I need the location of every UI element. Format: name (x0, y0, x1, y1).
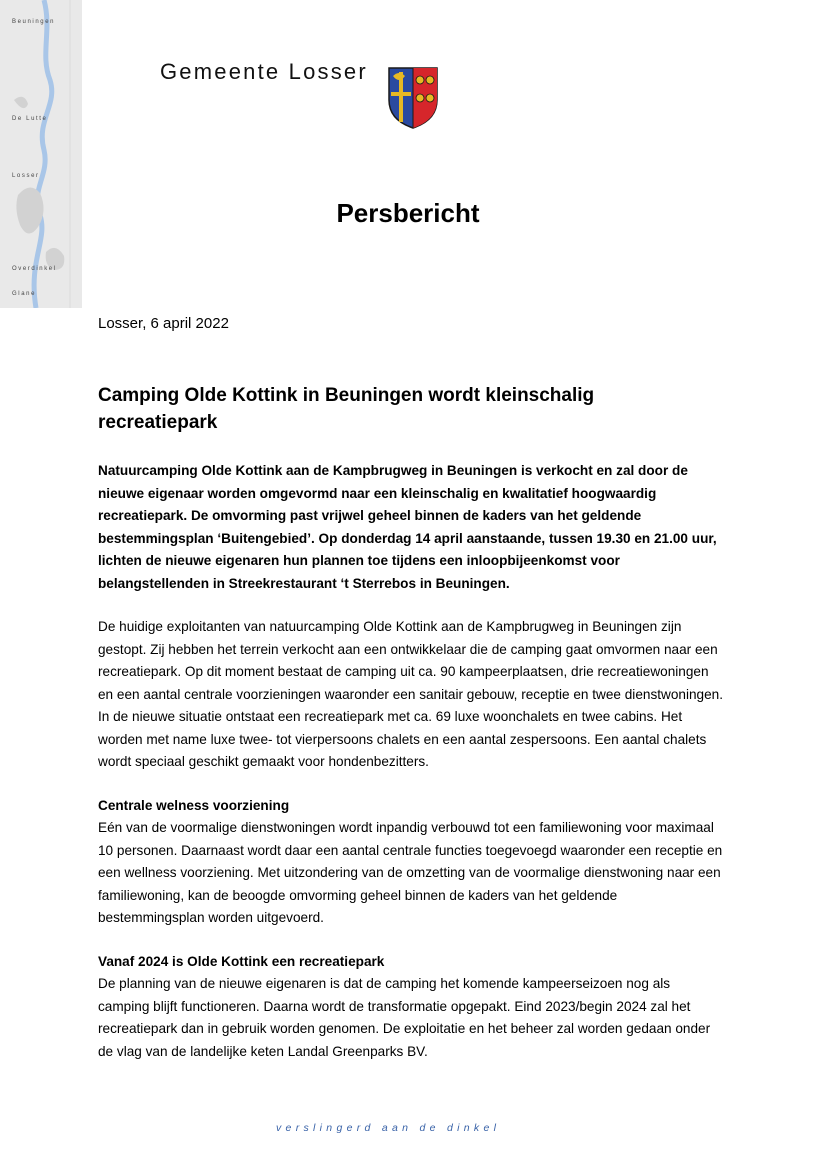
section-text-wellness: Eén van de voormalige dienstwoningen wordt inpandig verbouwd tot een familiewoning voor maximaal 10 personen. Daarnaast wordt daar een aantal centrale functies toegevoegd waaronder een receptie en een wellness voorziening. Met uitzondering van de omzetting van de voormalige dienstwoning naar een familiewoning, kan de beoogde omvorming geheel binnen de kaders van het geldende bestemmingsplan worden uitgevoerd. (98, 820, 723, 925)
place-label-beuningen: Beuningen (12, 19, 56, 25)
coat-of-arms-icon (387, 66, 439, 135)
section-heading-wellness: Centrale welness voorziening (98, 797, 290, 813)
place-label-losser: Losser (12, 173, 40, 179)
place-label-de-lutte: De Lutte (12, 116, 48, 122)
document-type-title: Persbericht (336, 198, 480, 228)
footer-tagline: verslingerd aan de dinkel (276, 1122, 501, 1134)
organization-name: Gemeente Losser (160, 59, 368, 84)
press-release-body (98, 460, 723, 1084)
river-map-graphic (0, 0, 82, 308)
municipality-map-strip (0, 0, 82, 308)
press-release-title: Camping Olde Kottink in Beuningen wordt kleinschalig recreatiepark (98, 385, 595, 433)
body-paragraph: De huidige exploitanten van natuurcamping Olde Kottink aan de Kampbrugweg in Beuningen zijn gestopt. Zij hebben het terrein verkocht aan een ontwikkelaar die de camping gaat omvormen naar een recreatiepark. Op dit moment bestaat de camping uit ca. 90 kampeerplaatsen, drie recreatiewoningen en een aantal centrale voorzieningen waaronder een sanitair gebouw, receptie en twee dienstwoningen. In de nieuwe situatie ontstaat een recreatiepark met ca. 69 luxe woonchalets en twee cabins. Het worden met name luxe twee- tot vierpersoons chalets en een aantal zespersoons. Een aantal chalets wordt speciaal geschikt gemaakt voor hondenbezitters. (98, 619, 723, 769)
section-text-2024: De planning van de nieuwe eigenaren is dat de camping het komende kampeerseizoen nog als camping blijft functioneren. Daarna wordt de transformatie opgepakt. Eind 2023/begin 2024 zal het recreatiepark dan in gebruik worden genomen. De exploitatie en het beheer zal worden gedaan onder de vlag van de landelijke keten Landal Greenparks BV. (98, 976, 711, 1059)
lead-paragraph: Natuurcamping Olde Kottink aan de Kampbrugweg in Beuningen is verkocht en zal door de nieuwe eigenaar worden omgevormd naar een kleinschalig en kwalitatief hoogwaardig recreatiepark. De omvorming past vrijwel geheel binnen de kaders van het geldende bestemmingsplan ‘Buitengebied’. Op donderdag 14 april aanstaande, tussen 19.30 en 21.00 uur, lichten de nieuwe eigenaren hun plannen toe tijdens een inloopbijeenkomst voor belangstellenden in Streekrestaurant ‘t Sterrebos in Beuningen. (98, 463, 717, 591)
place-label-glane: Glane (12, 291, 37, 297)
section-heading-2024: Vanaf 2024 is Olde Kottink een recreatiepark (98, 953, 385, 969)
place-label-overdinkel: Overdinkel (12, 266, 57, 272)
dateline: Losser, 6 april 2022 (98, 315, 229, 332)
